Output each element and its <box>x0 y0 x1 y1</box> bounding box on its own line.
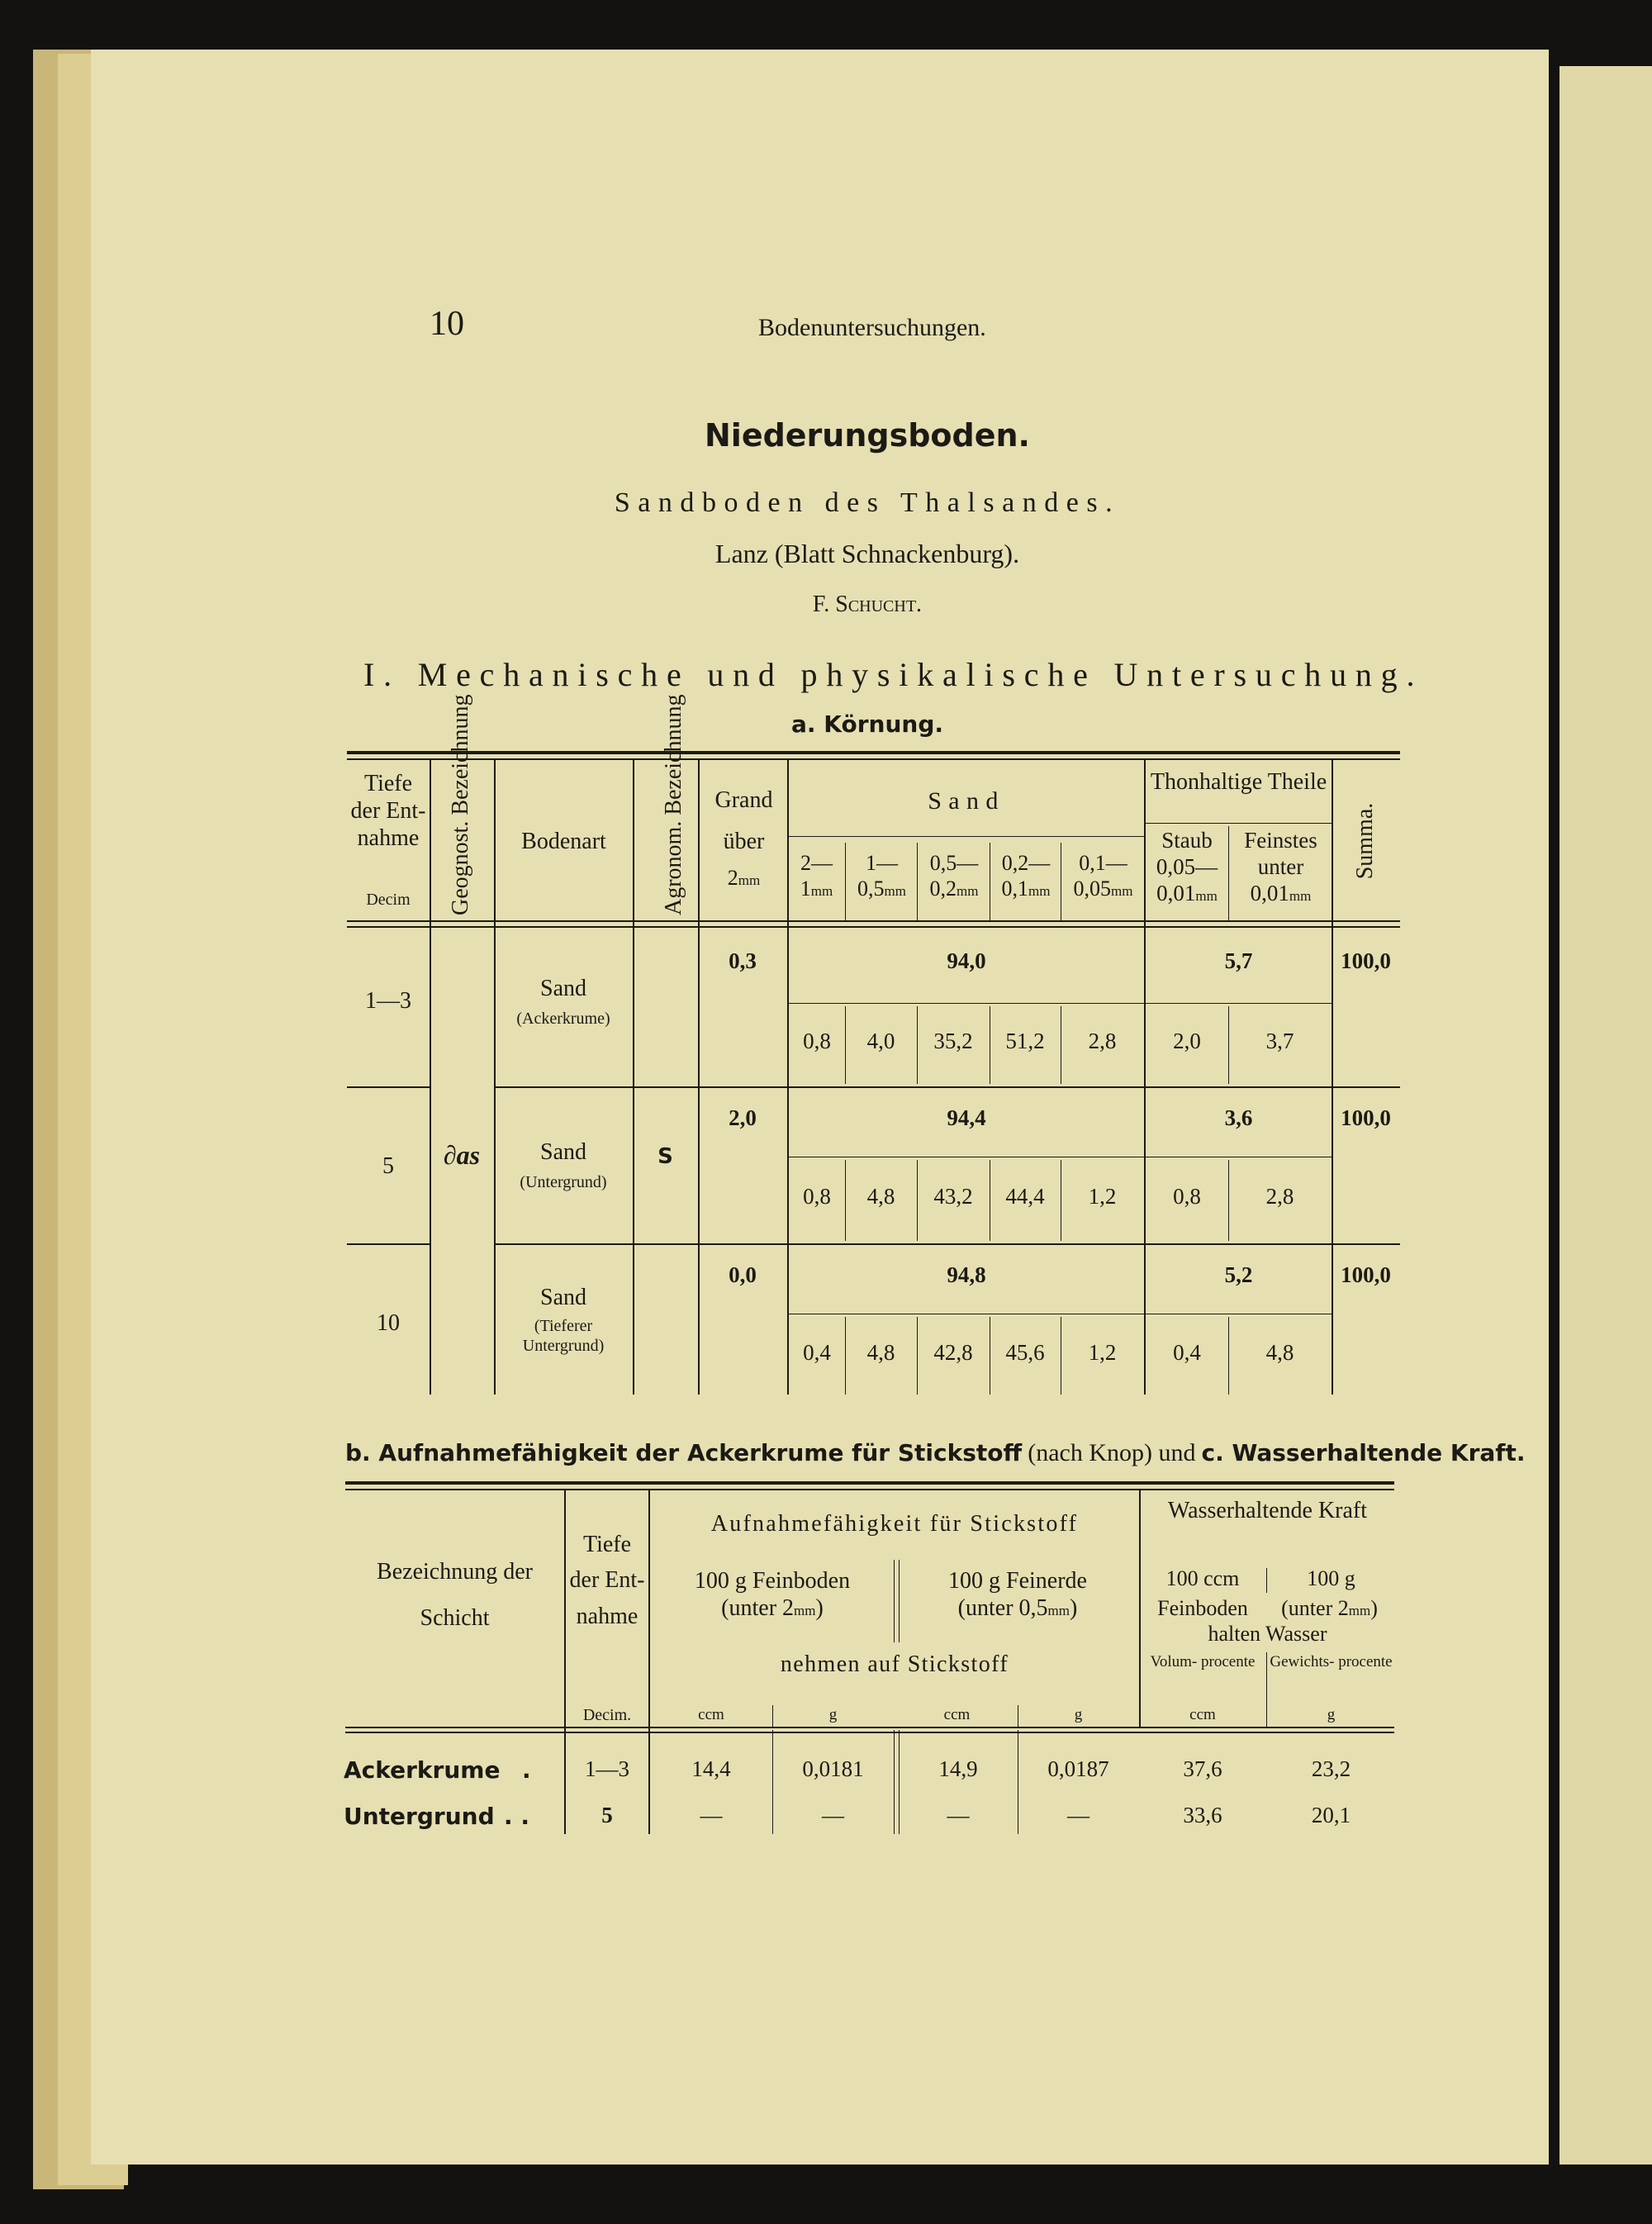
sand-fraction-2: 1— 0,5mm <box>857 851 906 901</box>
header-feinboden: 100 g Feinboden (unter 2mm) <box>694 1568 851 1622</box>
geognost-value: ∂as <box>443 1140 481 1170</box>
header-feinstes: Feinstes unter 0,01mm <box>1244 828 1317 905</box>
header-grand-size: 2mm <box>727 866 761 890</box>
subsection-a-heading: a. Körnung. <box>790 710 943 738</box>
header-bezeichnung: Bezeichnung der Schicht <box>377 1559 533 1631</box>
header-w1-top: 100 ccm <box>1165 1566 1240 1590</box>
header-halten: halten Wasser <box>1208 1622 1327 1646</box>
header-nehmen: nehmen auf Stickstoff <box>780 1651 1009 1677</box>
header-w-mid2: (unter 2mm) <box>1281 1596 1378 1620</box>
agronom-value: S <box>657 1144 673 1169</box>
location: Lanz (Blatt Schnackenburg). <box>714 539 1020 568</box>
author: F. Schucht. <box>812 592 923 617</box>
sand-fraction-1: 2— 1mm <box>800 851 833 901</box>
title: Niederungsboden. <box>704 417 1030 454</box>
header-tiefe-unit: Decim <box>366 891 411 909</box>
subtitle: Sandboden des Thalsandes. <box>614 487 1121 518</box>
header-feinerde: 100 g Feinerde (unter 0,5mm) <box>948 1568 1087 1622</box>
running-head: Bodenuntersuchungen. <box>758 314 986 341</box>
header-thonhaltige: Thonhaltige Theile <box>1150 769 1327 795</box>
page-number: 10 <box>430 305 464 343</box>
sand-fraction-4: 0,2— 0,1mm <box>1001 851 1051 901</box>
header-tiefe: Tiefe der Ent- nahme <box>569 1532 645 1629</box>
header-aufnahme: Aufnahmefähigkeit für Stickstoff <box>710 1511 1079 1537</box>
header-grand: Grand <box>714 787 773 813</box>
header-agronom: Agronom. Bezeichnung <box>661 694 686 915</box>
sand-fraction-5: 0,1— 0,05mm <box>1073 851 1133 901</box>
header-tiefe-unit: Decim. <box>582 1706 632 1724</box>
header-gewichts: Gewichts- procente <box>1270 1653 1393 1670</box>
header-grand-ueber: über <box>723 829 765 854</box>
header-geognost: Geognost. Bezeichnung <box>448 694 473 915</box>
sand-fraction-3: 0,5— 0,2mm <box>929 851 979 901</box>
header-w2-top: 100 g <box>1307 1566 1355 1590</box>
header-wasser: Wasserhaltende Kraft <box>1167 1498 1368 1523</box>
header-bodenart: Bodenart <box>521 829 606 854</box>
subsection-bc-heading: b. Aufnahmefähigkeit der Ackerkrume für Stickstoff (nach Knop) und c. Wasserhaltende Kraft. <box>345 1439 1526 1466</box>
header-tiefe: Tiefe der Ent- nahme <box>350 771 426 852</box>
section-heading: I. Mechanische und physikalische Untersuchung. <box>363 656 1424 693</box>
header-staub: Staub 0,05— 0,01mm <box>1156 828 1218 905</box>
next-page-edge <box>1559 66 1652 2165</box>
header-w-mid: Feinboden <box>1157 1596 1248 1620</box>
header-sand: Sand <box>928 787 1005 815</box>
header-volum: Volum- procente <box>1150 1653 1256 1670</box>
header-summa: Summa. <box>1352 802 1378 880</box>
